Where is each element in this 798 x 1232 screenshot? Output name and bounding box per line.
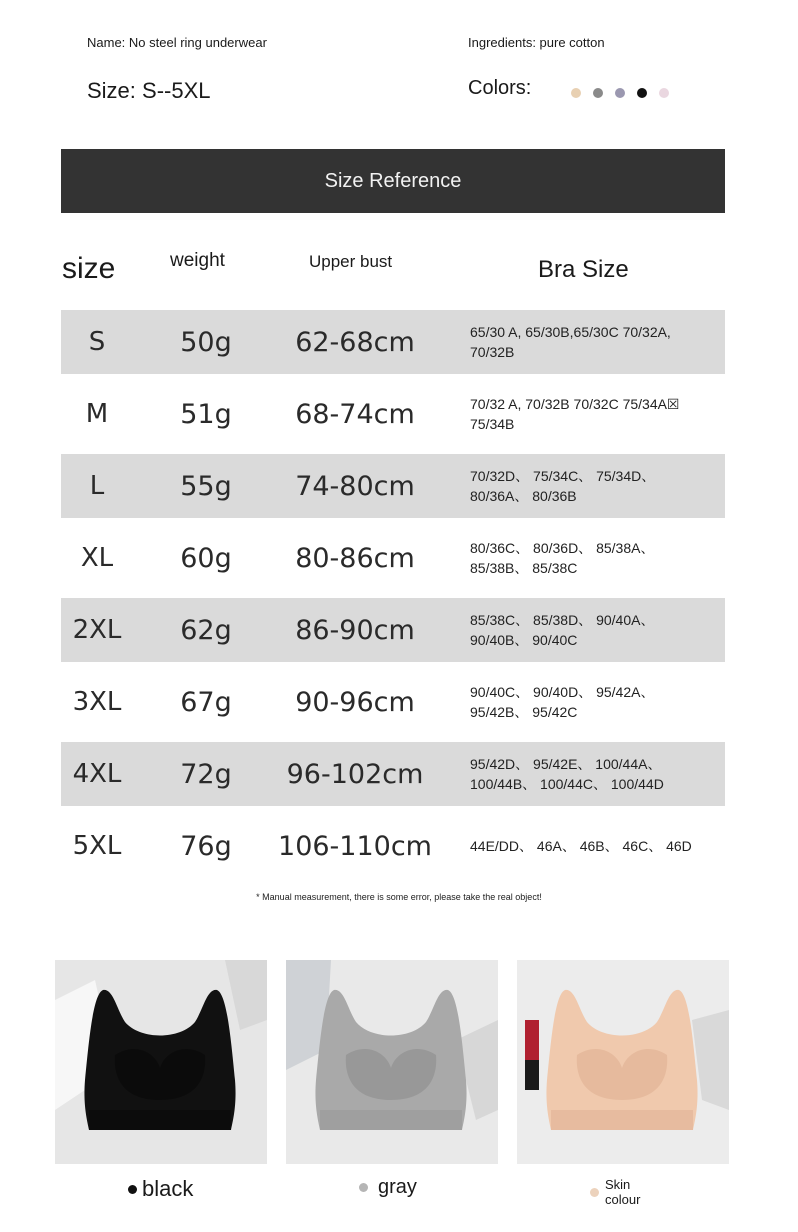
color-swatch-1 <box>571 88 581 98</box>
weight-cell: 62g <box>180 614 232 646</box>
upper-bust-cell: 86-90cm <box>295 614 415 646</box>
table-row <box>61 382 725 446</box>
upper-bust-cell: 106-110cm <box>278 830 432 862</box>
table-row <box>61 670 725 734</box>
upper-bust-cell: 80-86cm <box>295 542 415 574</box>
black-bra-image <box>55 960 267 1164</box>
product-ingredients: Ingredients: pure cotton <box>468 35 605 50</box>
product-photo-skin <box>517 960 729 1164</box>
column-header-size: size <box>62 252 116 285</box>
size-cell: S <box>88 327 106 357</box>
size-cell: M <box>85 399 109 429</box>
table-header <box>0 242 798 296</box>
bra-size-line-2: 85/38B、 85/38C <box>470 560 578 576</box>
bra-size-line-1: 90/40C、 90/40D、 95/42A、 <box>470 684 655 700</box>
color-swatch-2 <box>593 88 603 98</box>
bra-size-cell <box>470 310 722 374</box>
caption-skin <box>590 1177 640 1207</box>
bra-size-line-2: 90/40B、 90/40C <box>470 632 578 648</box>
weight-cell: 67g <box>180 686 232 718</box>
bra-size-cell <box>470 814 722 878</box>
measurement-note: * Manual measurement, there is some error, please take the real object! <box>256 892 542 902</box>
caption-skin-line-1: Skin <box>605 1177 631 1192</box>
black-color-dot <box>128 1185 137 1194</box>
caption-skin-text <box>605 1177 640 1207</box>
bra-size-line-1: 70/32D、 75/34C、 75/34D、 <box>470 468 656 484</box>
bra-size-cell <box>470 670 722 734</box>
weight-cell: 72g <box>180 758 232 790</box>
table-row <box>61 598 725 662</box>
size-reference-title: Size Reference <box>324 169 462 192</box>
bra-size-line-1: 85/38C、 85/38D、 90/40A、 <box>470 612 655 628</box>
column-header-weight: weight <box>170 250 225 271</box>
skin-color-dot <box>590 1188 599 1197</box>
weight-cell: 55g <box>180 470 232 502</box>
column-header-bra-size: Bra Size <box>538 256 629 283</box>
table-row <box>61 310 725 374</box>
upper-bust-cell: 62-68cm <box>295 326 415 358</box>
upper-bust-cell: 96-102cm <box>286 758 424 790</box>
bra-size-line-1: 65/30 A, 65/30B,65/30C 70/32A, <box>470 324 671 340</box>
bra-size-cell <box>470 526 722 590</box>
table-row <box>61 742 725 806</box>
size-table <box>61 310 725 886</box>
skin-bra-image <box>517 960 729 1164</box>
weight-cell: 76g <box>180 830 232 862</box>
bra-size-line-2: 95/42B、 95/42C <box>470 704 578 720</box>
column-header-upper-bust: Upper bust <box>309 252 393 271</box>
product-photo-gray <box>286 960 498 1164</box>
color-swatch-3 <box>615 88 625 98</box>
size-range: Size: S--5XL <box>87 78 211 103</box>
product-name: Name: No steel ring underwear <box>87 35 267 50</box>
size-cell: 5XL <box>72 831 122 861</box>
table-row <box>61 814 725 878</box>
caption-skin-line-2: colour <box>605 1192 641 1207</box>
color-swatches <box>571 88 669 98</box>
size-cell: XL <box>80 543 114 573</box>
size-cell: 4XL <box>72 759 122 789</box>
table-row <box>61 454 725 518</box>
product-photo-black <box>55 960 267 1164</box>
table-row <box>61 526 725 590</box>
bra-size-line-2: 70/32B <box>470 344 515 360</box>
caption-black <box>128 1176 193 1202</box>
weight-cell: 50g <box>180 326 232 358</box>
bra-size-line-1: 70/32 A, 70/32B 70/32C 75/34A☒ <box>470 396 680 412</box>
color-swatch-4 <box>637 88 647 98</box>
caption-gray <box>359 1176 417 1199</box>
bra-size-cell <box>470 454 722 518</box>
bra-size-line-2: 100/44B、 100/44C、 100/44D <box>470 776 664 792</box>
bra-size-line-1: 44E/DD、 46A、 46B、 46C、 46D <box>470 838 692 854</box>
weight-cell: 51g <box>180 398 232 430</box>
caption-black-label: black <box>142 1176 194 1201</box>
size-cell: 3XL <box>72 687 122 717</box>
bra-size-line-1: 95/42D、 95/42E、 100/44A、 <box>470 756 662 772</box>
upper-bust-cell: 68-74cm <box>295 398 415 430</box>
upper-bust-cell: 74-80cm <box>295 470 415 502</box>
caption-gray-label: gray <box>378 1176 417 1198</box>
weight-cell: 60g <box>180 542 232 574</box>
size-cell: L <box>89 471 105 501</box>
color-swatch-5 <box>659 88 669 98</box>
bra-size-cell <box>470 382 722 446</box>
bra-size-line-2: 80/36A、 80/36B <box>470 488 577 504</box>
bra-size-line-2: 75/34B <box>470 416 515 432</box>
size-cell: 2XL <box>72 615 122 645</box>
gray-color-dot <box>359 1183 368 1192</box>
gray-bra-image <box>286 960 498 1164</box>
upper-bust-cell: 90-96cm <box>295 686 415 718</box>
bra-size-cell <box>470 598 722 662</box>
bra-size-line-1: 80/36C、 80/36D、 85/38A、 <box>470 540 655 556</box>
size-reference-title-bar <box>61 149 725 213</box>
bra-size-cell <box>470 742 722 806</box>
colors-label: Colors: <box>468 77 532 99</box>
